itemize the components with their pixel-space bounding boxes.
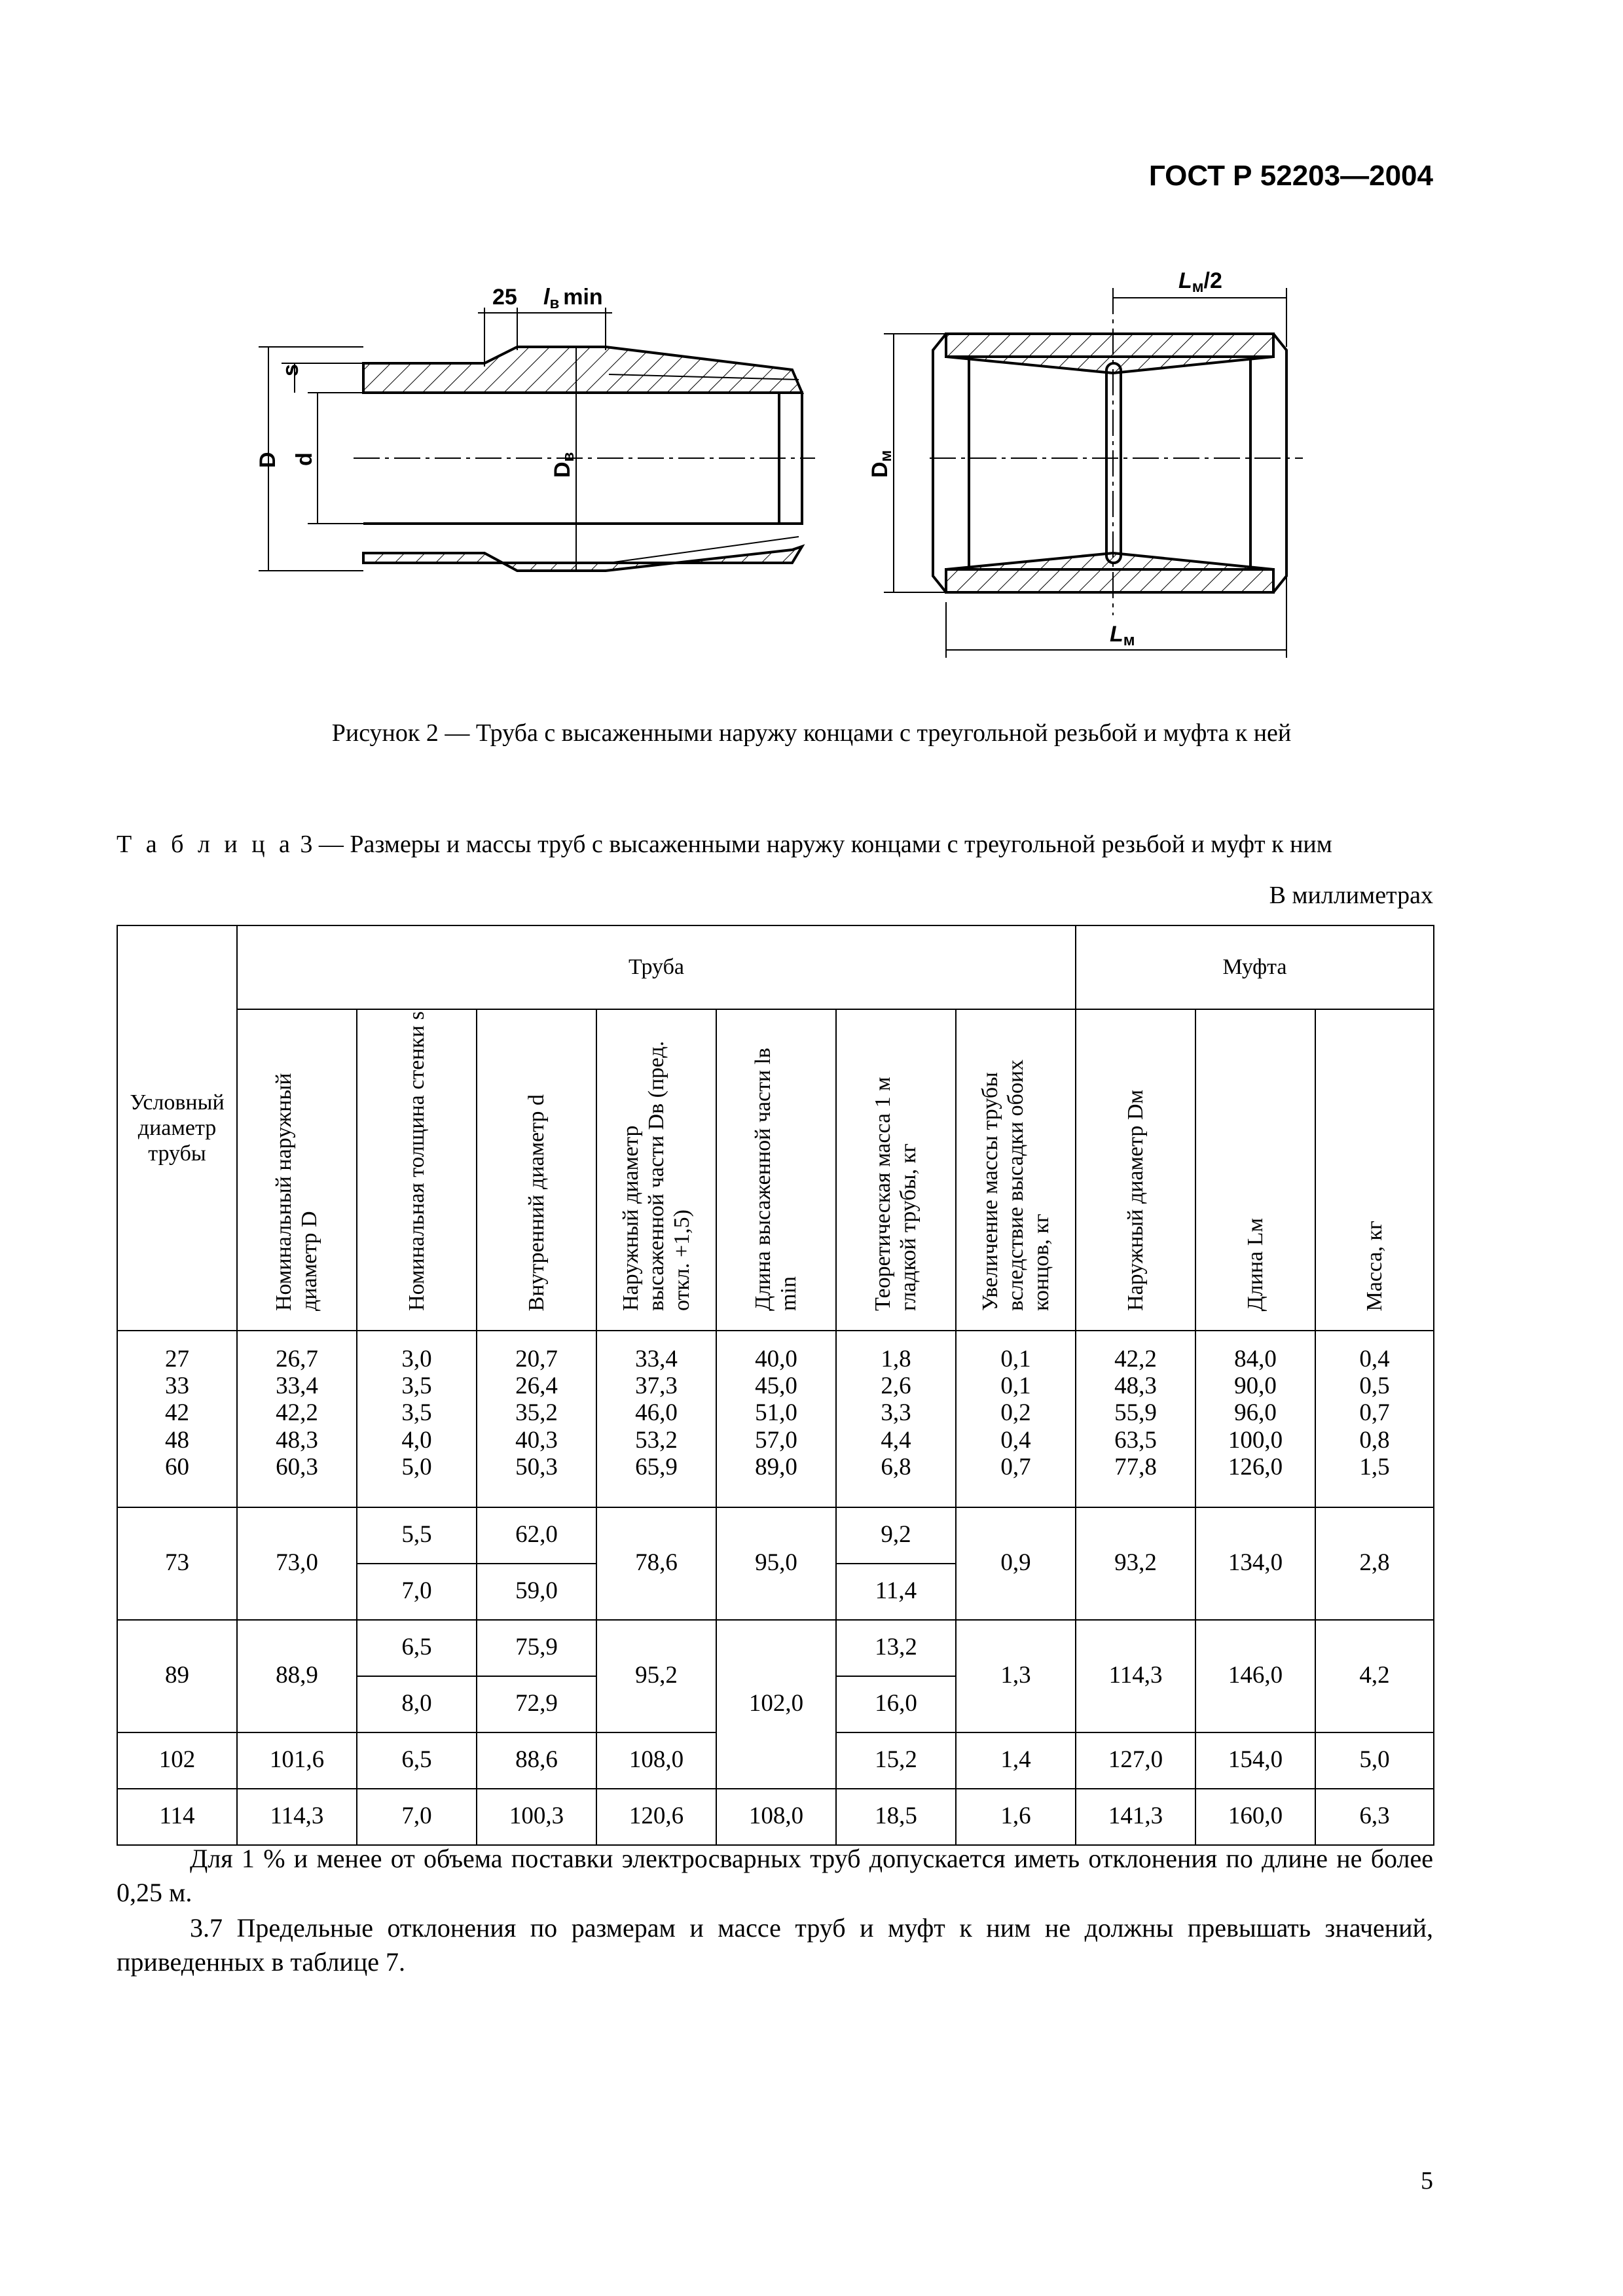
table-cell: 93,2	[1076, 1507, 1195, 1620]
table-cell: 127,0	[1076, 1732, 1195, 1789]
table-row-89a	[117, 1620, 1434, 1676]
table-cell: 101,6	[237, 1732, 357, 1789]
table-cell: 27 33 42 48 60	[117, 1331, 237, 1507]
table-cell: 72,9	[477, 1676, 596, 1732]
table-cell: 26,7 33,4 42,2 48,3 60,3	[237, 1331, 357, 1507]
paragraph-3-7: 3.7 Предельные отклонения по размерам и массе труб и муфт к ним не должны превышать значений, приведенных в таблице 7.	[117, 1913, 1433, 1977]
table-cell: 73,0	[237, 1507, 357, 1620]
table-cell: 62,0	[477, 1507, 596, 1564]
header-group-coupling: Муфта	[1076, 925, 1434, 1009]
table-cell: 42,2 48,3 55,9 63,5 77,8	[1076, 1331, 1195, 1507]
table-cell: 1,4	[956, 1732, 1076, 1789]
table-cell: 9,2	[836, 1507, 956, 1564]
label-lv: lв min	[543, 285, 603, 312]
table-cell: 4,2	[1315, 1620, 1434, 1732]
header-mm: Масса, кг	[1315, 1009, 1434, 1331]
label-25: 25	[492, 285, 517, 310]
table-cell: 89	[117, 1620, 237, 1732]
table-cell: 1,6	[956, 1789, 1076, 1845]
table-cell: 20,7 26,4 35,2 40,3 50,3	[477, 1331, 596, 1507]
document-code: ГОСТ Р 52203—2004	[1148, 160, 1433, 192]
table-cell: 1,8 2,6 3,3 4,4 6,8	[836, 1331, 956, 1507]
table-cell: 6,5	[357, 1620, 477, 1676]
table-cell: 5,0	[1315, 1732, 1434, 1789]
header-lv: Длина высаженной части lв min	[716, 1009, 836, 1331]
table-cell: 134,0	[1195, 1507, 1315, 1620]
table-cell: 114,3	[1076, 1620, 1195, 1732]
table-cell: 108,0	[596, 1732, 716, 1789]
table-cell: 18,5	[836, 1789, 956, 1845]
table-cell: 102,0	[716, 1620, 836, 1789]
header-Lm: Длина Lм	[1195, 1009, 1315, 1331]
table-row-114	[117, 1789, 1434, 1845]
label-Dm: Dм	[867, 450, 895, 478]
dimensions-table	[117, 925, 1434, 1846]
table-cell: 88,9	[237, 1620, 357, 1732]
table-cell: 40,0 45,0 51,0 57,0 89,0	[716, 1331, 836, 1507]
table-cell: 102	[117, 1732, 237, 1789]
table-cell: 88,6	[477, 1732, 596, 1789]
table-cell: 84,0 90,0 96,0 100,0 126,0	[1195, 1331, 1315, 1507]
label-Lm: Lм	[1110, 622, 1135, 649]
header-inc: Увеличение массы трубы вследствие высадки обоих концов, кг	[956, 1009, 1076, 1331]
table-cell: 154,0	[1195, 1732, 1315, 1789]
table-row-group-small	[117, 1331, 1434, 1507]
table-cell: 108,0	[716, 1789, 836, 1845]
table-cell: 1,3	[956, 1620, 1076, 1732]
table-cell: 59,0	[477, 1564, 596, 1620]
table-cell: 114	[117, 1789, 237, 1845]
table-caption: Т а б л и ц а 3 — Размеры и массы труб с высаженными наружу концами с треугольной резьбой и муфт к ним	[117, 831, 1332, 858]
header-d: Внутренний диаметр d	[477, 1009, 596, 1331]
table-cell: 75,9	[477, 1620, 596, 1676]
table-cell: 0,1 0,1 0,2 0,4 0,7	[956, 1331, 1076, 1507]
table-cell: 33,4 37,3 46,0 53,2 65,9	[596, 1331, 716, 1507]
table-cell: 15,2	[836, 1732, 956, 1789]
table-cell: 7,0	[357, 1789, 477, 1845]
figure-2-drawing	[249, 259, 1322, 677]
table-cell: 78,6	[596, 1507, 716, 1620]
header-D: Номинальный наружный диаметр D	[237, 1009, 357, 1331]
table-cell: 146,0	[1195, 1620, 1315, 1732]
table-cell: 3,0 3,5 3,5 4,0 5,0	[357, 1331, 477, 1507]
header-nominal: Условный диаметр трубы	[117, 925, 237, 1331]
figure-caption: Рисунок 2 — Труба с высаженными наружу концами с треугольной резьбой и муфта к ней	[331, 719, 1292, 747]
label-D: D	[255, 452, 280, 468]
table-cell: 7,0	[357, 1564, 477, 1620]
label-Dv: Dв	[550, 452, 577, 478]
table-cell: 2,8	[1315, 1507, 1434, 1620]
header-Dm: Наружный диаметр Dм	[1076, 1009, 1195, 1331]
table-cell: 13,2	[836, 1620, 956, 1676]
coupling-drawing	[930, 288, 1303, 615]
table-cell: 95,2	[596, 1620, 716, 1732]
header-Dv: Наружный диаметр высаженной части Dв (пред. откл. +1,5)	[596, 1009, 716, 1331]
label-s: s	[278, 364, 303, 376]
label-d: d	[292, 452, 317, 466]
table-cell: 6,5	[357, 1732, 477, 1789]
table-cell: 100,3	[477, 1789, 596, 1845]
header-mass: Теоретическая масса 1 м гладкой трубы, кг	[836, 1009, 956, 1331]
header-s: Номинальная толщина стенки s	[357, 1009, 477, 1331]
table-row-73a	[117, 1507, 1434, 1564]
table-cell: 16,0	[836, 1676, 956, 1732]
table-cell: 73	[117, 1507, 237, 1620]
table-cell: 0,9	[956, 1507, 1076, 1620]
label-Lm-half: Lм/2	[1178, 268, 1222, 296]
table-units: В миллиметрах	[1269, 882, 1433, 909]
header-group-pipe: Труба	[237, 925, 1076, 1009]
table-cell: 5,5	[357, 1507, 477, 1564]
paragraph-deviation-length: Для 1 % и менее от объема поставки электросварных труб допускается иметь отклонения по длине не более 0,25 м.	[117, 1844, 1433, 1907]
table-cell: 114,3	[237, 1789, 357, 1845]
table-cell: 120,6	[596, 1789, 716, 1845]
table-cell: 141,3	[1076, 1789, 1195, 1845]
table-cell: 6,3	[1315, 1789, 1434, 1845]
pipe-drawing	[354, 347, 815, 571]
table-cell: 0,4 0,5 0,7 0,8 1,5	[1315, 1331, 1434, 1507]
page-number: 5	[1421, 2167, 1433, 2195]
table-cell: 8,0	[357, 1676, 477, 1732]
table-cell: 11,4	[836, 1564, 956, 1620]
table-cell: 95,0	[716, 1507, 836, 1620]
table-cell: 160,0	[1195, 1789, 1315, 1845]
